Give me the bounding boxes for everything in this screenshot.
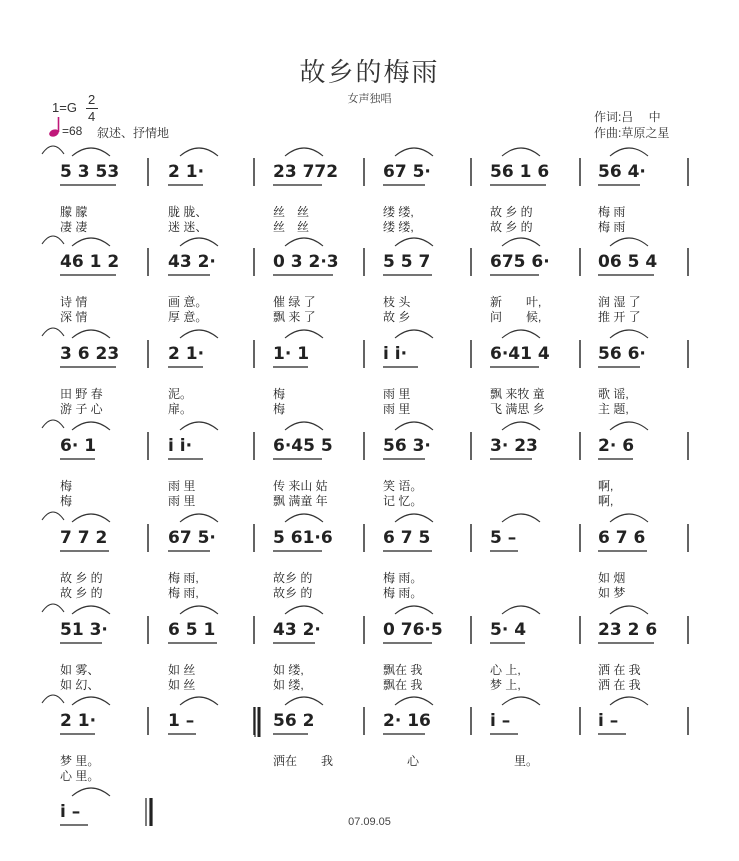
measure-notes: i –: [598, 711, 619, 731]
lyric-1: 洒在 我: [273, 754, 334, 768]
slur: [180, 238, 218, 246]
measure-notes: i i·: [168, 436, 193, 456]
slur: [42, 328, 64, 336]
lyric-1: 田 野 春: [60, 387, 103, 401]
slur: [610, 238, 648, 246]
slur: [610, 330, 648, 338]
measure-notes: 51 3·: [60, 620, 108, 640]
lyric-2: 记 忆。: [383, 494, 423, 508]
lyric-1: 如 雾、: [60, 663, 100, 677]
measure-notes: 56 4·: [598, 162, 646, 182]
slur: [502, 697, 540, 705]
measure-notes: 0 76·5: [383, 620, 443, 640]
lyric-2: 飘在 我: [383, 678, 423, 692]
lyric-2: 故乡 的: [273, 586, 313, 600]
slur: [72, 422, 110, 430]
measure-notes: 5 3 53: [60, 162, 120, 182]
measure-notes: 3· 23: [490, 436, 538, 456]
lyric-2: 游 子 心: [60, 402, 103, 416]
lyric-1: 啊,: [598, 479, 614, 493]
measure-notes: 2· 6: [598, 436, 635, 456]
lyric-2: 洒 在 我: [598, 678, 641, 692]
measure-notes: i i·: [383, 344, 408, 364]
slur: [395, 148, 433, 156]
slur: [610, 514, 648, 522]
measure-notes: 1· 1: [273, 344, 310, 364]
slur: [395, 422, 433, 430]
slur: [72, 514, 110, 522]
measure-notes: 2 1·: [168, 344, 205, 364]
lyric-2: 梅: [273, 402, 286, 416]
composer-credit: 作曲:草原之星: [594, 126, 670, 140]
slur: [610, 148, 648, 156]
lyric-1: 枝 头: [383, 295, 411, 309]
measure-notes: 5 61·6: [273, 528, 333, 548]
measure-notes: 6·45 5: [273, 436, 333, 456]
lyric-1: 故 乡 的: [490, 205, 533, 219]
slur: [610, 606, 648, 614]
lyric-2: 心 里。: [60, 769, 100, 783]
measure-notes: 675 6·: [490, 252, 550, 272]
date-footer: 07.09.05: [348, 816, 391, 828]
measure-notes: 23 772: [273, 162, 339, 182]
lyric-2: 如 缕,: [273, 678, 304, 692]
lyric-2: 主 题,: [598, 402, 629, 416]
lyric-2: 推 开 了: [598, 310, 641, 324]
lyric-2: 飘 满童 年: [273, 494, 328, 508]
measure-notes: 5 –: [490, 528, 517, 548]
measure-notes: 56 1 6: [490, 162, 550, 182]
slur: [285, 606, 323, 614]
key-signature: 1=G: [52, 100, 77, 115]
lyric-1: 催 绿 了: [273, 295, 316, 309]
lyric-1: 胧 胧、: [168, 205, 208, 219]
slur: [395, 606, 433, 614]
slur: [180, 148, 218, 156]
measure-notes: 6 7 5: [383, 528, 431, 548]
lyric-1: 缕 缕,: [383, 205, 414, 219]
measure-notes: 5· 4: [490, 620, 527, 640]
lyric-1: 如 烟: [598, 571, 626, 585]
lyric-2: 雨 里: [168, 494, 196, 508]
lyric-1: 飘 来牧 童: [490, 387, 545, 401]
lyric-1: 心: [383, 754, 420, 768]
lyric-2: 啊,: [598, 494, 614, 508]
slur: [395, 330, 433, 338]
measure-notes: 67 5·: [383, 162, 431, 182]
time-signature-bottom: 4: [88, 109, 96, 124]
slur: [72, 697, 110, 705]
lyric-1: 传 来山 姑: [273, 479, 328, 493]
lyric-1: 雨 里: [168, 479, 196, 493]
measure-notes: 5 5 7: [383, 252, 431, 272]
lyric-1: 飘在 我: [383, 663, 423, 677]
slur: [72, 788, 110, 796]
slur: [42, 695, 64, 703]
expression-marking: 叙述、抒情地: [97, 126, 170, 140]
slur: [42, 604, 64, 612]
lyric-1: 新 叶,: [490, 295, 542, 309]
slur: [610, 697, 648, 705]
lyric-2: 飞 满思 乡: [490, 402, 545, 416]
lyric-1: 梦 里。: [60, 754, 100, 768]
lyric-1: 心 上,: [490, 663, 521, 677]
lyric-1: 梅: [60, 479, 73, 493]
lyricist-credit: 作词:吕 中: [594, 110, 661, 124]
lyric-2: 飘 来 了: [273, 310, 316, 324]
measure-notes: 6·41 4: [490, 344, 550, 364]
slur: [72, 330, 110, 338]
slur: [180, 422, 218, 430]
lyric-2: 厚 意。: [168, 310, 208, 324]
slur: [502, 330, 540, 338]
slur: [42, 236, 64, 244]
slur: [395, 238, 433, 246]
lyric-2: 缕 缕,: [383, 220, 414, 234]
slur: [395, 514, 433, 522]
lyric-1: 里。: [490, 754, 539, 768]
lyric-1: 故乡 的: [273, 571, 313, 585]
slur: [395, 697, 433, 705]
measure-notes: 46 1 2: [60, 252, 120, 272]
lyric-1: 丝 丝: [273, 205, 310, 219]
lyric-2: 迷 迷、: [168, 220, 208, 234]
slur: [502, 148, 540, 156]
lyric-2: 梅 雨。: [383, 586, 423, 600]
measure-notes: 43 2·: [168, 252, 216, 272]
measure-notes: 2 1·: [60, 711, 97, 731]
lyric-2: 问 候,: [490, 310, 542, 324]
slur: [285, 148, 323, 156]
lyric-1: 雨 里: [383, 387, 411, 401]
slur: [502, 514, 540, 522]
lyric-2: 如 丝: [168, 678, 196, 692]
measure-notes: 2 1·: [168, 162, 205, 182]
lyric-2: 雨 里: [383, 402, 411, 416]
lyric-1: 梅 雨: [598, 205, 626, 219]
slur: [42, 512, 64, 520]
slur: [42, 146, 64, 154]
measure-notes: 23 2 6: [598, 620, 658, 640]
lyric-2: 故 乡 的: [60, 586, 103, 600]
measure-notes: 06 5 4: [598, 252, 658, 272]
slur: [72, 238, 110, 246]
lyric-1: 朦 朦: [60, 205, 88, 219]
slur: [285, 422, 323, 430]
lyric-1: 梅: [273, 387, 286, 401]
slur: [285, 697, 323, 705]
lyric-1: 歌 谣,: [598, 387, 629, 401]
lyric-1: 诗 情: [60, 295, 88, 309]
lyric-2: 如 幻、: [60, 678, 100, 692]
lyric-1: 泥。: [168, 387, 193, 401]
lyric-1: 洒 在 我: [598, 663, 641, 677]
measure-notes: 6 5 1: [168, 620, 216, 640]
slur: [285, 330, 323, 338]
measure-notes: 6· 1: [60, 436, 97, 456]
lyric-2: 梅: [60, 494, 73, 508]
slur: [180, 697, 218, 705]
measure-notes: 7 7 2: [60, 528, 108, 548]
slur: [610, 422, 648, 430]
song-subtitle: 女声独唱: [347, 93, 392, 105]
slur: [502, 238, 540, 246]
slur: [180, 606, 218, 614]
slur: [72, 606, 110, 614]
measure-notes: 67 5·: [168, 528, 216, 548]
lyric-2: 凄 凄: [60, 220, 88, 234]
measure-notes: 56 6·: [598, 344, 646, 364]
measure-notes: 2· 16: [383, 711, 431, 731]
song-title: 故乡的梅雨: [299, 57, 440, 87]
lyric-2: 扉。: [168, 402, 193, 416]
tempo-marking: =68: [62, 124, 83, 138]
lyric-2: 梅 雨,: [168, 586, 199, 600]
lyric-1: 如 丝: [168, 663, 196, 677]
time-signature-top: 2: [88, 92, 96, 107]
measure-notes: 1 –: [168, 711, 195, 731]
lyric-1: 画 意。: [168, 295, 208, 309]
lyric-1: 故 乡 的: [60, 571, 103, 585]
lyric-2: 丝 丝: [273, 220, 310, 234]
measure-notes: 56 3·: [383, 436, 431, 456]
slur: [180, 514, 218, 522]
lyric-1: 梅 雨。: [383, 571, 423, 585]
slur: [72, 148, 110, 156]
measure-notes: 43 2·: [273, 620, 321, 640]
lyric-1: 梅 雨,: [168, 571, 199, 585]
lyric-1: 笑 语。: [383, 479, 423, 493]
measure-notes: i –: [490, 711, 511, 731]
measure-notes: 3 6 23: [60, 344, 120, 364]
measure-notes: i –: [60, 802, 81, 822]
lyric-1: 如 缕,: [273, 663, 304, 677]
measure-notes: 6 7 6: [598, 528, 646, 548]
slur: [285, 238, 323, 246]
lyric-2: 梦 上,: [490, 678, 521, 692]
slur: [502, 422, 540, 430]
lyric-2: 深 情: [60, 310, 88, 324]
slur: [285, 514, 323, 522]
lyric-2: 如 梦: [598, 586, 626, 600]
lyric-2: 故 乡: [383, 310, 411, 324]
lyric-1: 润 湿 了: [598, 295, 641, 309]
slur: [502, 606, 540, 614]
slur: [180, 330, 218, 338]
measure-notes: 0 3 2·3: [273, 252, 339, 272]
measure-notes: 56 2: [273, 711, 315, 731]
lyric-2: 梅 雨: [598, 220, 626, 234]
lyric-2: 故 乡 的: [490, 220, 533, 234]
slur: [42, 420, 64, 428]
